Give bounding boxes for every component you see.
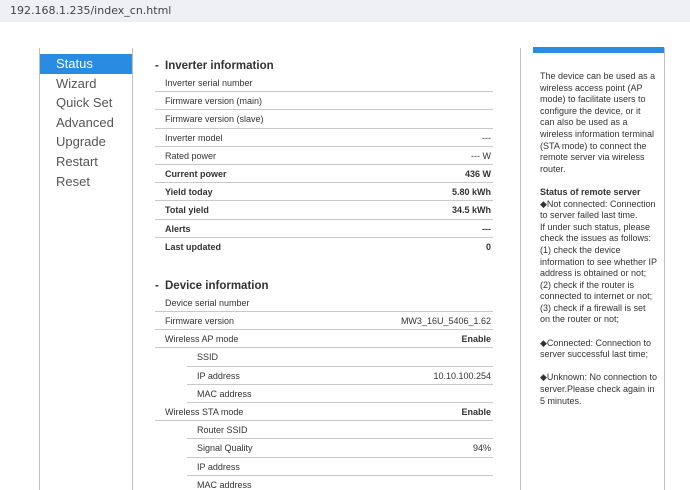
info-row <box>187 385 493 403</box>
row-label: Inverter model <box>165 132 223 143</box>
info-row <box>155 403 493 421</box>
info-row <box>155 92 493 110</box>
info-row <box>155 294 493 312</box>
device-section-title: Device information <box>165 279 269 292</box>
info-row <box>187 458 493 476</box>
nav-item-reset[interactable]: Reset <box>56 173 90 189</box>
row-label: MAC address <box>197 479 252 490</box>
row-label: Total yield <box>165 205 209 216</box>
divider <box>132 48 133 490</box>
row-label: Current power <box>165 168 227 179</box>
row-label: Last updated <box>165 241 222 252</box>
info-row <box>155 201 493 219</box>
info-row <box>155 312 493 330</box>
help-unknown: ◆Unknown: No connection to server.Please check again in 5 minutes. <box>540 372 657 406</box>
url-text: 192.168.1.235/index_cn.html <box>10 4 172 17</box>
info-row <box>187 348 493 366</box>
row-value: 436 W <box>464 168 491 179</box>
info-row <box>155 238 493 256</box>
info-row <box>187 421 493 439</box>
row-value: 94% <box>472 443 491 454</box>
help-status-title: Status of remote server <box>540 186 641 197</box>
help-check-2: (2) check if the router is connected to internet or not; <box>540 279 653 302</box>
nav-item-wizard[interactable]: Wizard <box>56 75 97 91</box>
row-value: 34.5 kWh <box>451 205 491 216</box>
help-not-connected: ◆Not connected: Connection to server failed last time. <box>540 198 656 221</box>
info-row <box>155 74 493 92</box>
row-value: --- <box>482 132 491 143</box>
row-value: --- W <box>471 150 491 161</box>
info-row <box>155 129 493 147</box>
divider <box>520 48 521 490</box>
info-row <box>187 367 493 385</box>
row-value: MW3_16U_5406_1.62 <box>400 316 491 327</box>
help-panel <box>533 47 664 407</box>
row-value: 0 <box>485 241 491 252</box>
nav-item-status[interactable]: Status <box>40 54 132 74</box>
row-label: SSID <box>197 352 219 363</box>
info-row <box>155 183 493 201</box>
row-value: --- <box>482 223 491 234</box>
device-section-header[interactable]: - Device information <box>155 279 269 292</box>
info-row <box>155 110 493 128</box>
row-label: Alerts <box>165 223 191 234</box>
nav-item-advanced[interactable]: Advanced <box>56 114 114 130</box>
help-connected: ◆Connected: Connection to server successful last time; <box>540 337 651 360</box>
row-value: 5.80 kWh <box>451 187 491 198</box>
help-not-connected-hint: If under such status, please check the issues as follows: <box>540 221 652 244</box>
row-label: Inverter serial number <box>165 78 253 88</box>
nav-item-upgrade[interactable]: Upgrade <box>56 134 106 150</box>
help-intro: The device can be used as a wireless access point (AP mode) to facilitate users to configure the device, or it can also be used as a wireless information terminal (STA mode) to connect the remote server via wireless router. <box>540 71 656 174</box>
nav-item-quick-set[interactable]: Quick Set <box>56 95 113 111</box>
row-value: 10.10.100.254 <box>433 370 491 381</box>
address-bar[interactable] <box>0 0 690 22</box>
row-label: MAC address <box>197 388 252 399</box>
row-label: Router SSID <box>197 425 248 436</box>
row-value: Enable <box>461 334 491 345</box>
row-label: Yield today <box>165 187 213 198</box>
row-label: IP address <box>197 370 240 381</box>
info-row <box>155 330 493 348</box>
status-panel <box>155 58 493 490</box>
row-label: Rated power <box>165 150 217 161</box>
row-label: Firmware version <box>165 316 235 327</box>
row-value: Enable <box>461 407 491 417</box>
row-label: Wireless AP mode <box>165 334 239 345</box>
inverter-section-header[interactable]: - Inverter information <box>155 60 274 72</box>
row-label: Device serial number <box>165 297 250 308</box>
row-label: Wireless STA mode <box>165 407 244 417</box>
info-row <box>187 476 493 490</box>
info-row <box>155 165 493 183</box>
info-row <box>155 220 493 238</box>
help-check-3: (3) check if a firewall is set on the router or not; <box>540 302 646 325</box>
row-label: IP address <box>197 461 240 472</box>
divider <box>664 48 665 490</box>
inverter-section-title: Inverter information <box>165 60 274 72</box>
row-label: Firmware version (main) <box>165 96 263 107</box>
sidebar-nav <box>40 54 132 191</box>
help-check-1: (1) check the device information to see whether IP address is obtained or not; <box>540 244 657 279</box>
row-label: Signal Quality <box>197 443 253 454</box>
info-row <box>187 439 493 457</box>
nav-item-restart[interactable]: Restart <box>56 153 98 169</box>
info-row <box>155 147 493 165</box>
row-label: Firmware version (slave) <box>165 114 264 125</box>
